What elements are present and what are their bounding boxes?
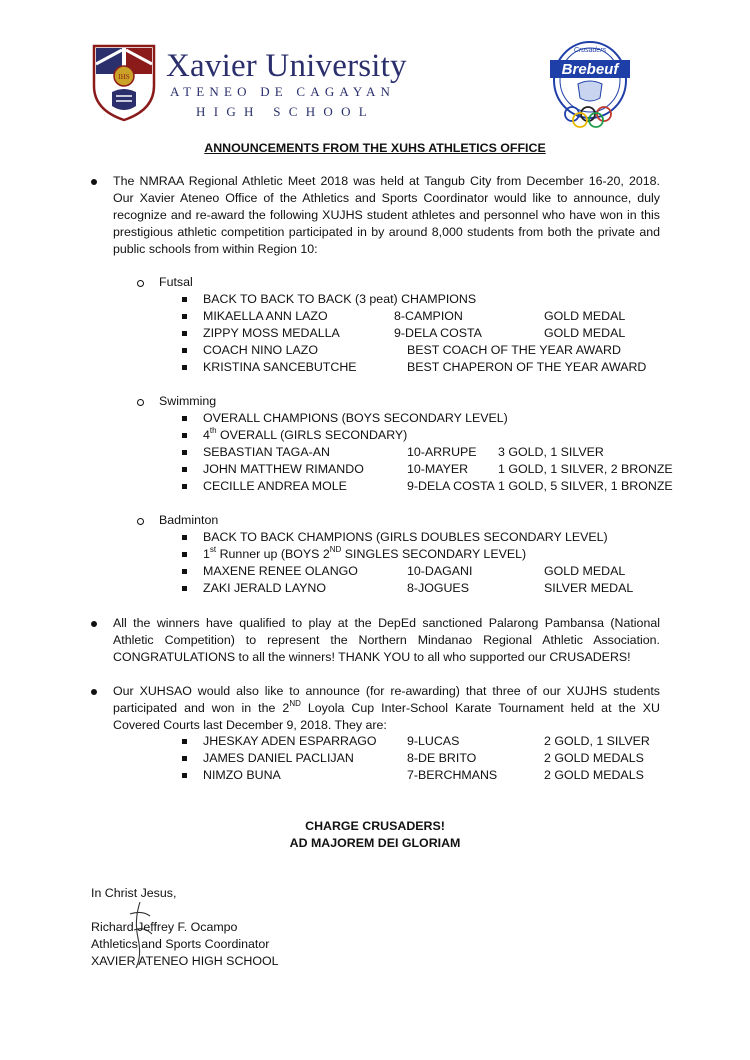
school-name: HIGH SCHOOL: [196, 104, 376, 119]
brebeuf-crusaders-logo: [542, 38, 640, 130]
badminton-item-award: SILVER MEDAL: [544, 581, 634, 595]
karate-item-name: JAMES DANIEL PACLIJAN: [203, 751, 354, 765]
closing-latin-motto: AD MAJOREM DEI GLORIAM: [289, 836, 461, 850]
svg-text:Brebeuf: Brebeuf: [561, 61, 619, 78]
list-marker: [182, 365, 187, 370]
swimming-item-award: 3 GOLD, 1 SILVER: [498, 445, 604, 459]
futsal-item-section: 9-DELA COSTA: [394, 326, 482, 340]
list-marker: [182, 586, 187, 591]
swimming-item-award: 1 GOLD, 5 SILVER, 1 BRONZE: [498, 479, 673, 493]
badminton-item-name: ZAKI JERALD LAYNO: [203, 581, 327, 595]
futsal-item-name: COACH NINO LAZO: [203, 343, 318, 357]
svg-text:Crusaders: Crusaders: [573, 47, 607, 54]
list-marker: [182, 433, 187, 438]
futsal-label: Futsal: [159, 275, 193, 289]
badminton-item-section: 8-JOGUES: [407, 581, 469, 595]
list-marker: [182, 756, 187, 761]
futsal-item-award: GOLD MEDAL: [544, 326, 626, 340]
futsal-item-award: GOLD MEDAL: [544, 309, 626, 323]
section-marker: [137, 280, 144, 287]
list-marker: [182, 297, 187, 302]
list-marker: [182, 450, 187, 455]
xavier-shield-logo: [92, 44, 156, 122]
list-marker: [182, 416, 187, 421]
swimming-fourth: 4th OVERALL (GIRLS SECONDARY): [203, 425, 408, 442]
list-marker: [182, 552, 187, 557]
swimming-item-name: JOHN MATTHEW RIMANDO: [203, 462, 364, 476]
section-marker: [137, 399, 144, 406]
page-title: ANNOUNCEMENTS FROM THE XUHS ATHLETICS OFFICE: [204, 141, 546, 155]
karate-item-section: 9-LUCAS: [407, 734, 460, 748]
badminton-champions: BACK TO BACK CHAMPIONS (GIRLS DOUBLES SECONDARY LEVEL): [203, 530, 608, 544]
swimming-item-award: 1 GOLD, 1 SILVER, 2 BRONZE: [498, 462, 673, 476]
swimming-overall: OVERALL CHAMPIONS (BOYS SECONDARY LEVEL): [203, 411, 508, 425]
futsal-item-section: BEST COACH OF THE YEAR AWARD: [407, 343, 621, 357]
svg-text:IHS: IHS: [118, 73, 130, 81]
badminton-label: Badminton: [159, 513, 219, 527]
signoff-greeting: In Christ Jesus,: [91, 886, 177, 900]
futsal-item-name: ZIPPY MOSS MEDALLA: [203, 326, 340, 340]
badminton-item-award: GOLD MEDAL: [544, 564, 626, 578]
swimming-item-name: CECILLE ANDREA MOLE: [203, 479, 347, 493]
bullet-dot: [91, 689, 97, 695]
signoff-school: XAVIER ATENEO HIGH SCHOOL: [91, 954, 279, 968]
futsal-item-section: BEST CHAPERON OF THE YEAR AWARD: [407, 360, 647, 374]
swimming-item-section: 9-DELA COSTA: [407, 479, 495, 493]
swimming-item-name: SEBASTIAN TAGA-AN: [203, 445, 330, 459]
section-marker: [137, 518, 144, 525]
list-marker: [182, 314, 187, 319]
list-marker: [182, 773, 187, 778]
badminton-item-section: 10-DAGANI: [407, 564, 473, 578]
university-subtitle: ATENEO DE CAGAYAN: [170, 84, 396, 99]
signoff-position: Athletics and Sports Coordinator: [91, 937, 270, 951]
futsal-item-name: KRISTINA SANCEBUTCHE: [203, 360, 357, 374]
bullet-dot: [91, 621, 97, 627]
futsal-item-name: MIKAELLA ANN LAZO: [203, 309, 328, 323]
intro-paragraph: The NMRAA Regional Athletic Meet 2018 was held at Tangub City from December 16-20, 2018. Our Xavier Ateneo Office of the Athletics and Sports Coordinator would like to announce, duly recognize and re-award the following XUJHS student athletes and personnel who have won in this prestigious athletic competition participated in by around 8,000 students from both the private and public schools from within Region 10:: [113, 174, 660, 256]
futsal-item-name: BACK TO BACK TO BACK (3 peat) CHAMPIONS: [203, 292, 477, 306]
university-name: Xavier University: [166, 48, 407, 84]
karate-item-name: JHESKAY ADEN ESPARRAGO: [203, 734, 377, 748]
swimming-label: Swimming: [159, 394, 217, 408]
karate-item-section: 8-DE BRITO: [407, 751, 477, 765]
qualified-paragraph: All the winners have qualified to play at the DepEd sanctioned Palarong Pambansa (National Athletic Competition) to represent the Northern Mindanao Regional Athletic Association. CONGRATULATIONS to all the winners! THANK YOU to all who supported our CRUSADERS!: [113, 616, 660, 664]
karate-item-award: 2 GOLD MEDALS: [544, 751, 644, 765]
signoff-name: Richard Jeffrey F. Ocampo: [91, 920, 238, 934]
list-marker: [182, 331, 187, 336]
badminton-item-name: MAXENE RENEE OLANGO: [203, 564, 358, 578]
list-marker: [182, 484, 187, 489]
badminton-runner-up: 1st Runner up (BOYS 2ND SINGLES SECONDARY LEVEL): [203, 544, 527, 561]
closing-motto: CHARGE CRUSADERS!: [305, 819, 445, 833]
karate-paragraph: Our XUHSAO would also like to announce (for re-awarding) that three of our XUJHS students participated and won in the 2ND Loyola Cup Inter-School Karate Tournament held at the XU Covered Courts last December 9, 2018. They are:: [113, 684, 660, 732]
futsal-item-section: 8-CAMPION: [394, 309, 463, 323]
karate-item-section: 7-BERCHMANS: [407, 768, 498, 782]
list-marker: [182, 348, 187, 353]
karate-item-award: 2 GOLD MEDALS: [544, 768, 644, 782]
list-marker: [182, 535, 187, 540]
bullet-dot: [91, 179, 97, 185]
karate-item-name: NIMZO BUNA: [203, 768, 281, 782]
list-marker: [182, 569, 187, 574]
list-marker: [182, 467, 187, 472]
karate-item-award: 2 GOLD, 1 SILVER: [544, 734, 650, 748]
swimming-item-section: 10-MAYER: [407, 462, 469, 476]
list-marker: [182, 739, 187, 744]
swimming-item-section: 10-ARRUPE: [407, 445, 477, 459]
